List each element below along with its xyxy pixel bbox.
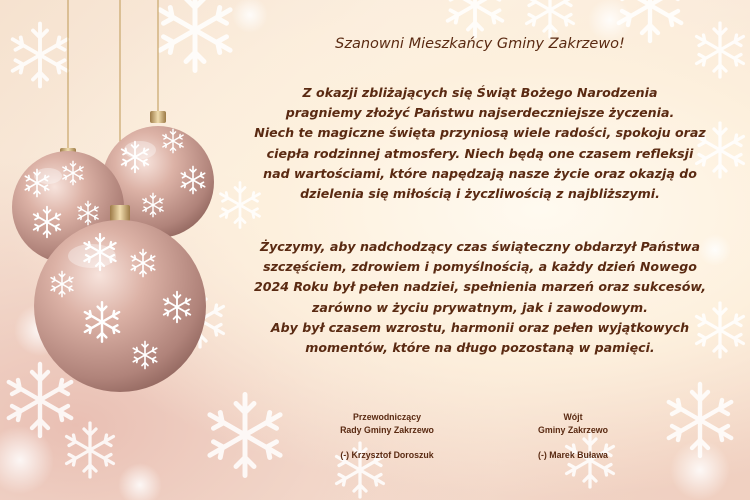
- paragraph-line: Z okazji zbliżających się Świąt Bożego Narodzenia: [302, 85, 658, 100]
- signature-name: (-) Krzysztof Doroszuk: [340, 450, 434, 460]
- paragraph-line: dzielenia się miłością i życzliwością z najbliższymi.: [300, 186, 660, 202]
- signature-mayor: [488, 411, 658, 462]
- paragraph-line: 2024 Roku był pełen nadziei, spełnienia marzeń oraz sukcesów,: [253, 279, 707, 295]
- greeting-title: Szanowni Mieszkańcy Gminy Zakrzewo!: [335, 36, 625, 52]
- signature-role-org: Gminy Zakrzewo: [538, 425, 608, 435]
- greeting-paragraph-1: [215, 83, 745, 204]
- paragraph-line: momentów, które na długo pozostaną w pamięci.: [305, 340, 655, 356]
- paragraph-line: szczęściem, zdrowiem i pomyślnością, a każdy dzień Nowego: [263, 259, 697, 275]
- paragraph-line: Aby był czasem wzrostu, harmonii oraz pełen wyjątkowych: [270, 319, 690, 335]
- paragraph-line: nad wartościami, które napędzają nasze życie oraz okazją do: [263, 165, 697, 181]
- signature-council-chairman: [302, 411, 472, 462]
- paragraph-line: Niech te magiczne święta przyniosą wiele radości, spokoju oraz: [254, 125, 706, 141]
- paragraph-line: ciepła rodzinnej atmosfery. Niech będą one czasem refleksji: [266, 145, 694, 161]
- signature-role-org: Rady Gminy Zakrzewo: [340, 425, 434, 435]
- signature-role: Wójt: [563, 412, 583, 422]
- paragraph-line: Życzymy, aby nadchodzący czas świąteczny obdarzył Państwa: [259, 239, 701, 254]
- signature-name: (-) Marek Buława: [538, 450, 608, 460]
- signature-role: Przewodniczący: [353, 412, 421, 422]
- paragraph-line: zarówno w życiu prywatnym, jak i zawodowym.: [312, 299, 648, 315]
- paragraph-line: pragniemy złożyć Państwu najserdeczniejsze życzenia.: [285, 105, 675, 121]
- greeting-paragraph-2: [215, 237, 745, 358]
